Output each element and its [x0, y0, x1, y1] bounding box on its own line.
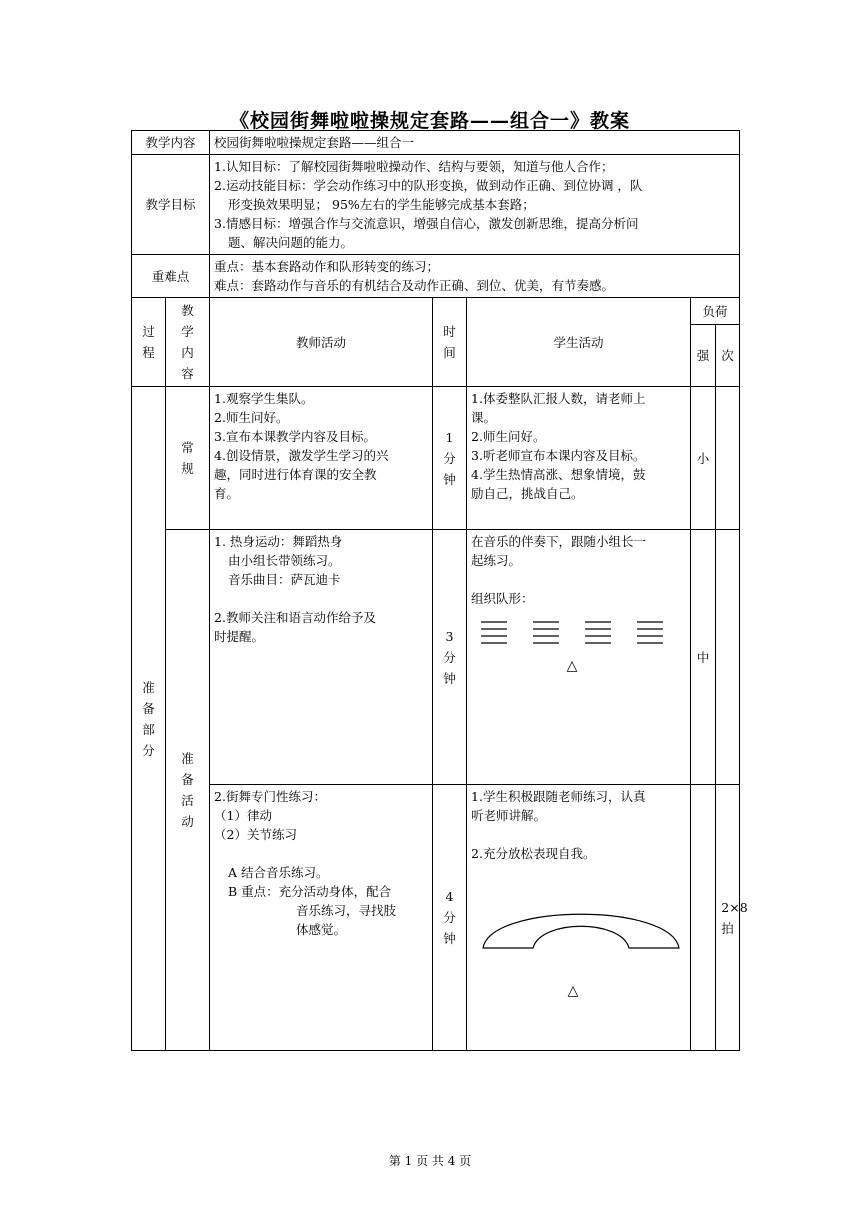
header-time: 时间	[433, 298, 467, 387]
goal-line: 3.情感目标：增强合作与交流意识，增强自信心，激发创新思维，提高分析问	[214, 216, 639, 231]
header-process: 过程	[132, 298, 166, 387]
row2-time: 3分钟	[433, 530, 467, 785]
row2-times	[716, 530, 740, 785]
key-points-label: 重难点	[132, 255, 210, 298]
teacher-line: 育。	[214, 486, 240, 501]
teacher-line: 时提醒。	[214, 629, 265, 644]
student-line: 1.学生积极跟随老师练习，认真	[471, 789, 646, 804]
student-line: 1.体委整队汇报人数，请老师上	[471, 391, 646, 406]
teacher-line: 由小组长带领练习。	[228, 553, 341, 568]
row3-time: 4分钟	[433, 785, 467, 1051]
student-line: 组织队形：	[471, 591, 534, 606]
teacher-line: 4.创设情景，激发学生学习的兴	[214, 448, 389, 463]
key-points-value	[210, 255, 740, 298]
teacher-line: 1.观察学生集队。	[214, 391, 314, 406]
teacher-line: 1. 热身运动：舞蹈热身	[214, 534, 343, 549]
teacher-line: 音乐曲目：萨瓦迪卡	[228, 572, 341, 587]
header-student-activity: 学生活动	[467, 298, 691, 387]
key-point-line: 难点：套路动作与音乐的有机结合及动作正确、到位、优美，有节奏感。	[214, 278, 615, 293]
student-line: 听老师讲解。	[471, 808, 547, 823]
formation-lines-diagram	[471, 608, 685, 688]
row1-times	[716, 387, 740, 530]
sub-routine: 常规	[166, 387, 210, 530]
student-line: 3.听老师宣布本课内容及目标。	[471, 448, 646, 463]
header-intensity: 强	[691, 325, 716, 387]
row1-student	[467, 387, 691, 530]
teacher-line: 体感觉。	[296, 922, 347, 937]
header-teaching-content: 教学内容	[166, 298, 210, 387]
student-line: 在音乐的伴奏下，跟随小组长一	[471, 534, 647, 549]
teacher-line: （1）律动	[214, 808, 272, 823]
row2-student	[467, 530, 691, 785]
row2-intensity: 中	[691, 530, 716, 785]
student-line: 课。	[471, 410, 497, 425]
row1-time: 1分钟	[433, 387, 467, 530]
goal-line: 2.运动技能目标：学会动作练习中的队形变换，做到动作正确、到位协调 ，队	[214, 178, 643, 193]
page-footer: 第 1 页 共 4 页	[388, 1154, 472, 1168]
row3-student	[467, 785, 691, 1051]
teacher-line: 2.教师关注和语言动作给予及	[214, 610, 376, 625]
goals-label: 教学目标	[132, 155, 210, 255]
goal-line: 形变换效果明显； 95%左右的学生能够完成基本套路；	[228, 197, 535, 212]
goal-line: 题、解决问题的能力。	[228, 235, 354, 250]
student-line: 4.学生热情高涨、想象情境，鼓	[471, 467, 646, 482]
row1-teacher	[210, 387, 433, 530]
content-label: 教学内容	[132, 131, 210, 155]
key-point-line: 重点：基本套路动作和队形转变的练习；	[214, 259, 440, 274]
row3-intensity	[691, 785, 716, 1051]
goal-line: 1.认知目标：了解校园街舞啦啦操动作、结构与要领，知道与他人合作；	[214, 159, 614, 174]
row1-intensity: 小	[691, 387, 716, 530]
teacher-line: 音乐练习，寻找肢	[296, 903, 397, 918]
student-line: 2.师生问好。	[471, 429, 546, 444]
row3-times: 2×8拍	[716, 785, 740, 1051]
header-teacher-activity: 教师活动	[210, 298, 433, 387]
teacher-line: 3.宣布本课教学内容及目标。	[214, 429, 376, 444]
teacher-position-icon: △	[566, 658, 578, 674]
student-line: 起练习。	[471, 553, 522, 568]
teacher-line: 2.师生问好。	[214, 410, 289, 425]
teacher-line: （2）关节练习	[214, 827, 297, 842]
teacher-position-icon: △	[567, 983, 579, 999]
teacher-line: 趣，同时进行体育课的安全教	[214, 467, 377, 482]
header-times: 次	[716, 325, 740, 387]
teacher-line: A 结合音乐练习。	[228, 865, 329, 880]
row2-teacher	[210, 530, 433, 785]
header-load: 负荷	[691, 298, 740, 325]
row3-teacher	[210, 785, 433, 1051]
teacher-line: B 重点：充分活动身体，配合	[228, 884, 392, 899]
student-line: 2.充分放松表现自我。	[471, 846, 596, 861]
sub-prep-activity: 准备活动	[166, 530, 210, 1051]
section-prep: 准备部分	[132, 387, 166, 1051]
teacher-line: 2.街舞专门性练习：	[214, 789, 326, 804]
lesson-plan-table	[131, 130, 748, 1051]
goals-value	[210, 155, 740, 255]
content-value: 校园街舞啦啦操规定套路——组合一	[210, 131, 740, 155]
student-line: 励自己，挑战自己。	[471, 486, 584, 501]
formation-arc-diagram	[471, 863, 685, 1013]
page-title: 《校园街舞啦啦操规定套路——组合一》教案	[229, 110, 630, 132]
